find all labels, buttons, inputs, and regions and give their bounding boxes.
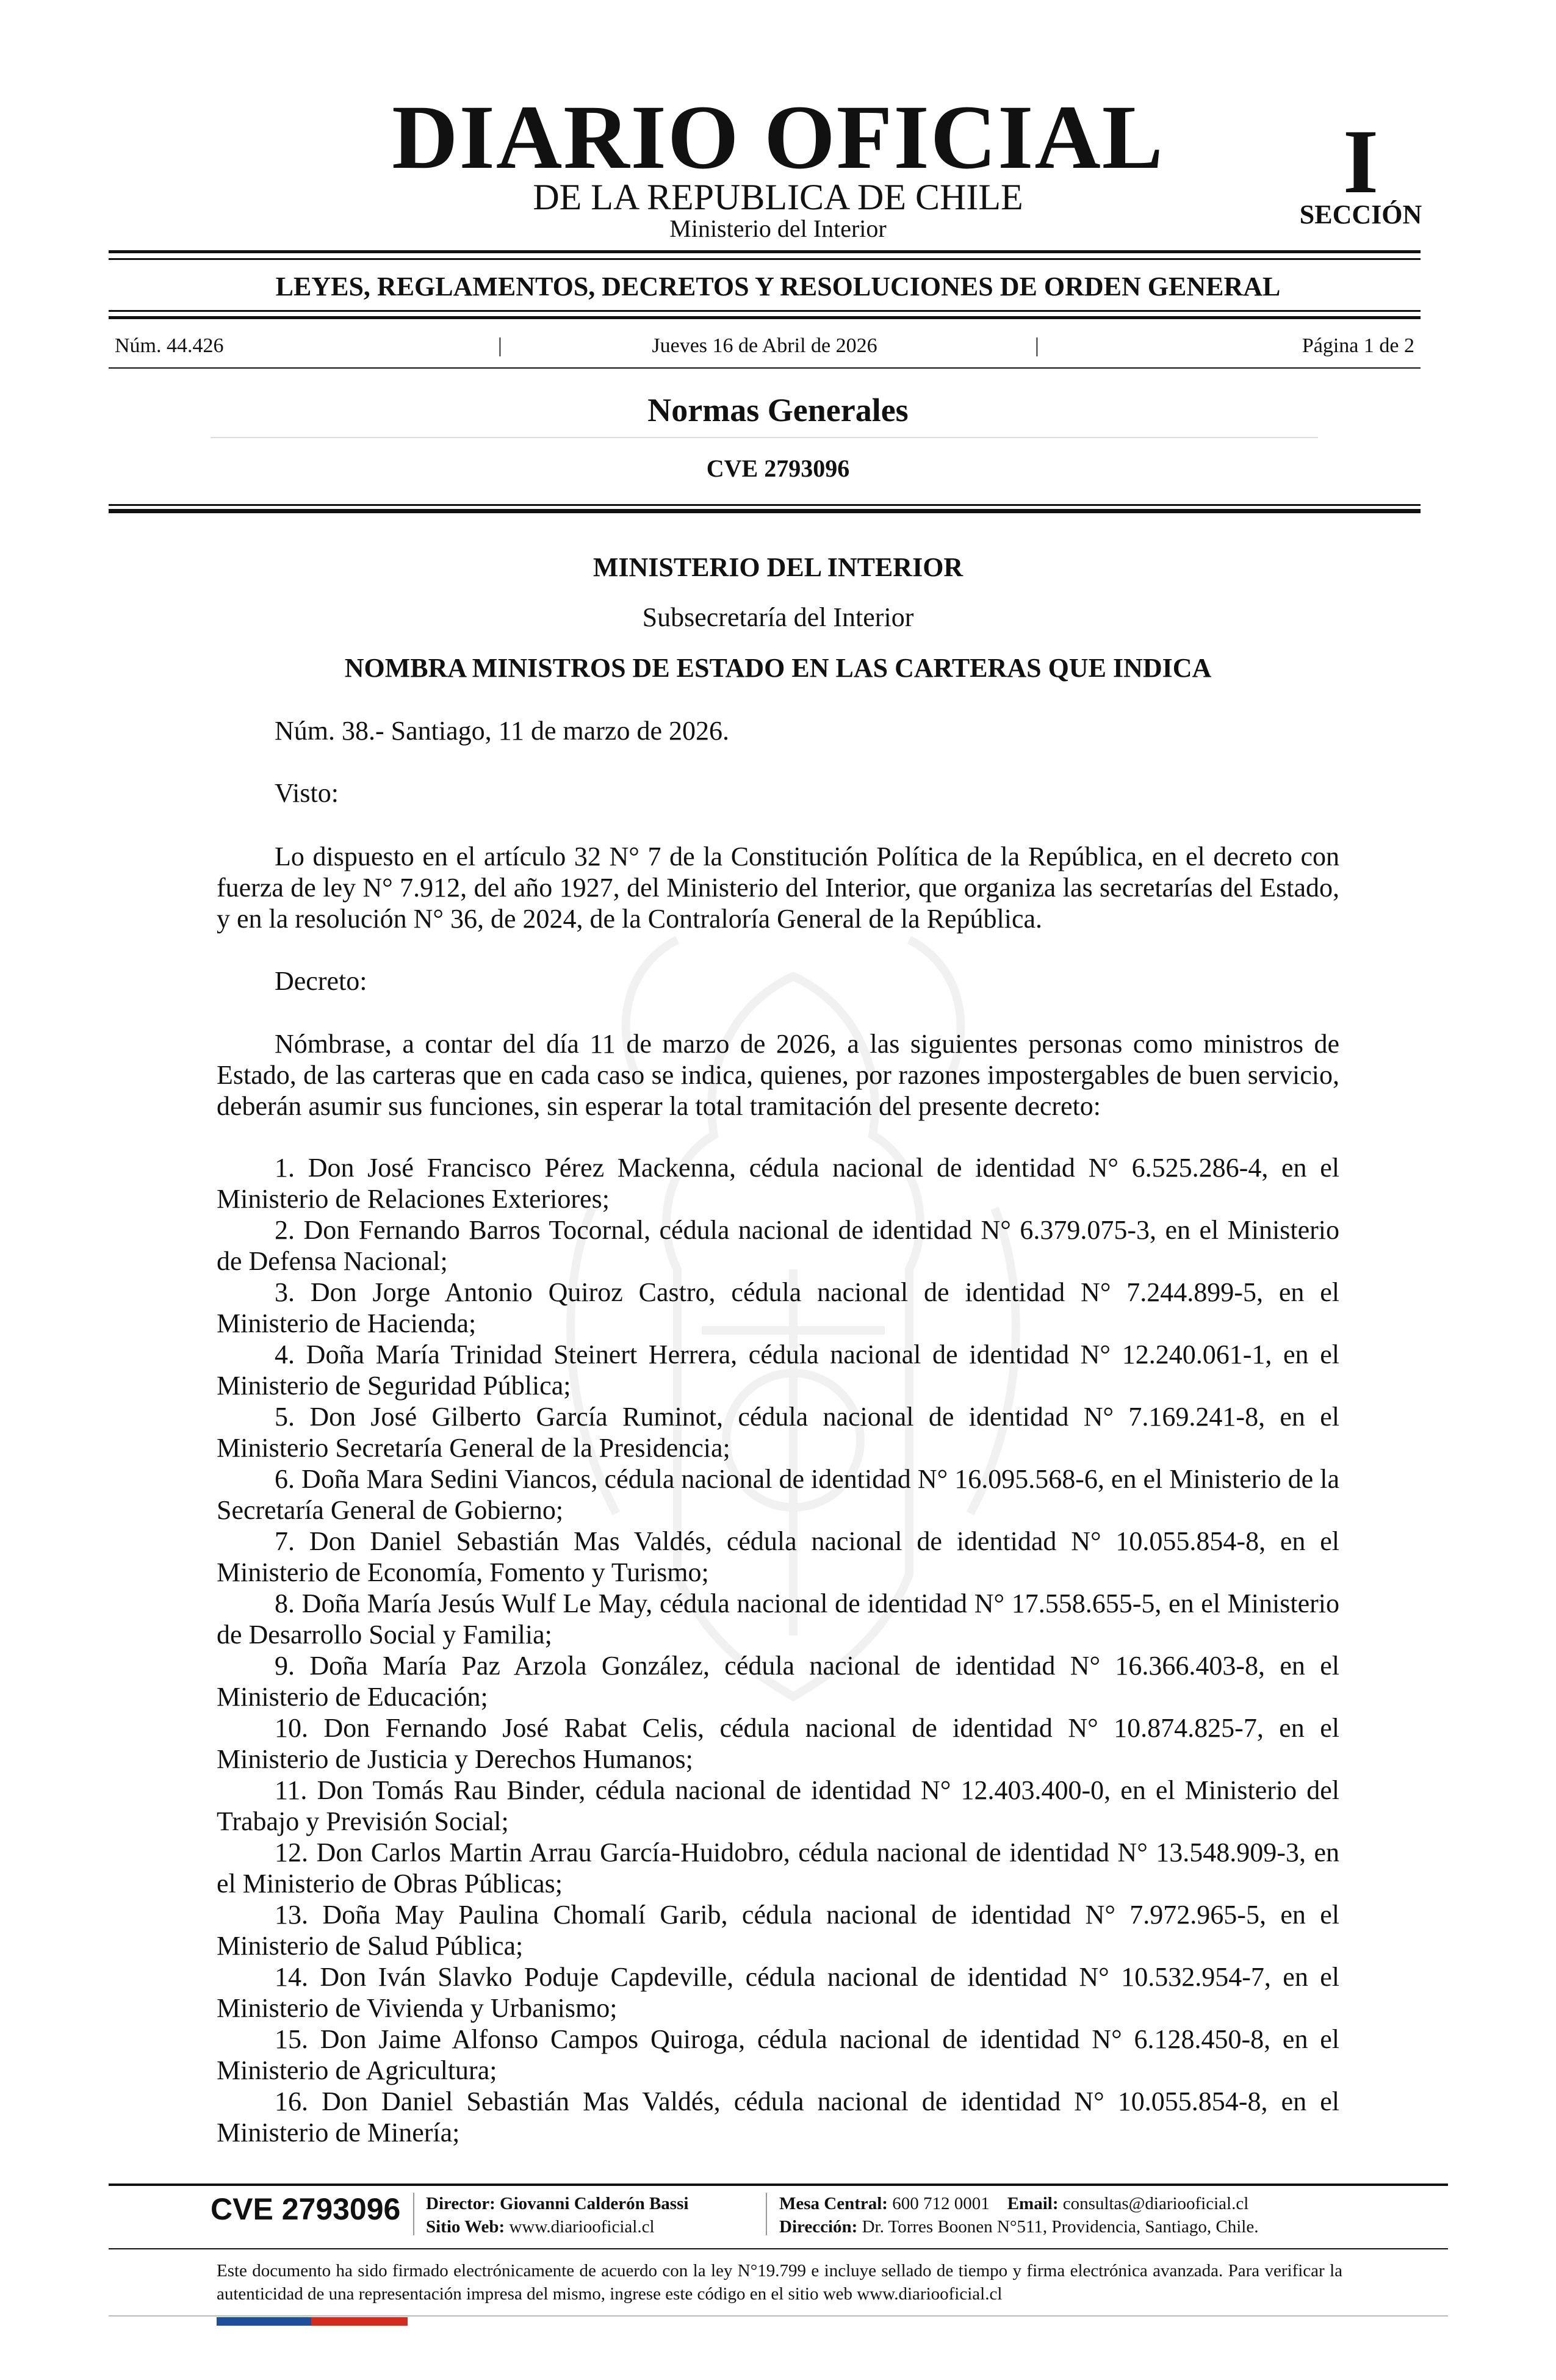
list-item: 3. Don Jorge Antonio Quiroz Castro, cédula nacional de identidad N° 7.244.899-5, en el Ministerio de Hacienda; [217, 1277, 1339, 1338]
issuing-ministry: MINISTERIO DEL INTERIOR [593, 552, 963, 582]
email-label: Email: [1007, 2194, 1059, 2213]
visto-label: Visto: [275, 778, 339, 808]
info-rule [109, 367, 1421, 369]
info-separator: | [1035, 334, 1039, 357]
list-item: 14. Don Iván Slavko Poduje Capdeville, cédula nacional de identidad N° 10.532.954-7, en el Ministerio de Vivienda y Urbanismo; [217, 1962, 1339, 2023]
flag-stripe-blue [217, 2317, 311, 2326]
visto-paragraph: Lo dispuesto en el artículo 32 N° 7 de la Constitución Política de la República, en el decreto con fuerza de ley N° 7.912, del año 1927, del Ministerio del Interior, que organiza las secretarías del Estado, y en la resolución N° 36, de 2024, de la Contraloría General de la República. [217, 842, 1339, 934]
issue-number: Núm. 44.426 [115, 334, 224, 357]
footer-bottom-rule [109, 2315, 1448, 2317]
category-heading: Normas Generales [647, 392, 909, 428]
masthead-title: DIARIO OFICIAL [392, 87, 1164, 188]
decree-number-line: Núm. 38.- Santiago, 11 de marzo de 2026. [275, 716, 729, 746]
list-item: 2. Don Fernando Barros Tocornal, cédula nacional de identidad N° 6.379.075-3, en el Ministerio de Defensa Nacional; [217, 1215, 1339, 1276]
list-item: 6. Doña Mara Sedini Viancos, cédula nacional de identidad N° 16.095.568-6, en el Ministerio de la Secretaría General de Gobierno; [217, 1464, 1339, 1525]
band-rule-thin [109, 310, 1421, 312]
cve-rule-thick [109, 509, 1421, 513]
phone-number: 600 712 0001 [892, 2194, 990, 2213]
list-item: 5. Don José Gilberto García Ruminot, cédula nacional de identidad N° 7.169.241-8, en el Ministerio Secretaría General de la Presidencia; [217, 1402, 1339, 1463]
band-rule-thick [109, 316, 1421, 319]
footer-divider [413, 2193, 414, 2235]
list-item: 7. Don Daniel Sebastián Mas Valdés, cédula nacional de identidad N° 10.055.854-8, en el Ministerio de Economía, Fomento y Turismo; [217, 1526, 1339, 1587]
info-separator: | [498, 334, 502, 357]
address-label: Dirección: [779, 2217, 858, 2237]
list-item: 16. Don Daniel Sebastián Mas Valdés, cédula nacional de identidad N° 10.055.854-8, en el Ministerio de Minería; [217, 2086, 1339, 2147]
decreto-label: Decreto: [275, 966, 367, 996]
list-item: 13. Doña May Paulina Chomalí Garib, cédula nacional de identidad N° 7.972.965-5, en el Ministerio de Salud Pública; [217, 1900, 1339, 1961]
address-text: Dr. Torres Boonen N°511, Providencia, Santiago, Chile. [862, 2217, 1259, 2237]
list-item: 11. Don Tomás Rau Binder, cédula nacional de identidad N° 12.403.400-0, en el Ministerio del Trabajo y Previsión Social; [217, 1775, 1339, 1836]
appointments-list [217, 1152, 1339, 2148]
list-item: 12. Don Carlos Martin Arrau García-Huidobro, cédula nacional de identidad N° 13.548.909-3, en el Ministerio de Obras Públicas; [217, 1837, 1339, 1899]
decree-title: NOMBRA MINISTROS DE ESTADO EN LAS CARTERAS QUE INDICA [344, 653, 1212, 683]
footer-rule [109, 2183, 1448, 2186]
issuing-subsecretaria: Subsecretaría del Interior [642, 602, 914, 632]
category-divider [211, 437, 1318, 438]
section-label: SECCIÓN [1299, 200, 1422, 229]
footer-director-block [426, 2192, 688, 2238]
footer-divider [766, 2193, 767, 2235]
footer-contact-block [779, 2192, 1258, 2238]
page-indicator: Página 1 de 2 [1302, 334, 1414, 357]
cve-code: CVE 2793096 [706, 455, 850, 482]
director-name: Giovanni Calderón Bassi [500, 2194, 689, 2213]
cve-rule-thin [109, 504, 1421, 506]
decreto-paragraph: Nómbrase, a contar del día 11 de marzo de 2026, a las siguientes personas como ministros de Estado, de las carteras que en cada caso se indica, quienes, por razones impostergables de buen servicio, deberán asumir sus funciones, sin esperar la total tramitación del presente decreto: [217, 1029, 1339, 1121]
list-item: 1. Don José Francisco Pérez Mackenna, cédula nacional de identidad N° 6.525.286-4, en el Ministerio de Relaciones Exteriores; [217, 1153, 1339, 1214]
phone-label: Mesa Central: [779, 2194, 888, 2213]
flag-stripe-red [311, 2317, 408, 2326]
list-item: 4. Doña María Trinidad Steinert Herrera, cédula nacional de identidad N° 12.240.061-1, en el Ministerio de Seguridad Pública; [217, 1340, 1339, 1401]
issue-date: Jueves 16 de Abril de 2026 [652, 334, 877, 357]
list-item: 9. Doña María Paz Arzola González, cédula nacional de identidad N° 16.366.403-8, en el Ministerio de Educación; [217, 1651, 1339, 1712]
header-rule-thick [109, 250, 1421, 253]
footer-cve-code: CVE 2793096 [211, 2192, 401, 2226]
list-item: 8. Doña María Jesús Wulf Le May, cédula nacional de identidad N° 17.558.655-5, en el Ministerio de Desarrollo Social y Familia; [217, 1588, 1339, 1650]
list-item: 10. Don Fernando José Rabat Celis, cédula nacional de identidad N° 10.874.825-7, en el Ministerio de Justicia y Derechos Humanos; [217, 1713, 1339, 1774]
masthead-subtitle: DE LA REPUBLICA DE CHILE [533, 177, 1023, 217]
list-item: 15. Don Jaime Alfonso Campos Quiroga, cédula nacional de identidad N° 6.128.450-8, en el Ministerio de Agricultura; [217, 2024, 1339, 2085]
header-rule-thin [109, 258, 1421, 260]
director-label: Director: [426, 2194, 495, 2213]
header-band-title: LEYES, REGLAMENTOS, DECRETOS Y RESOLUCIONES DE ORDEN GENERAL [275, 272, 1281, 301]
masthead-ministry: Ministerio del Interior [669, 215, 887, 242]
footer-legal-notice: Este documento ha sido firmado electrónicamente de acuerdo con la ley N°19.799 e incluye sellado de tiempo y firma electrónica avanzada. Para verificar la autenticidad de una representación impresa del mismo, ingrese este código en el sitio web www.diariooficial.cl [217, 2261, 1342, 2304]
footer-rule [109, 2248, 1448, 2249]
section-number: I [1342, 111, 1379, 212]
website-label: Sitio Web: [426, 2217, 505, 2237]
website-link[interactable]: www.diariooficial.cl [509, 2217, 655, 2237]
email-link[interactable]: consultas@diariooficial.cl [1062, 2194, 1249, 2213]
